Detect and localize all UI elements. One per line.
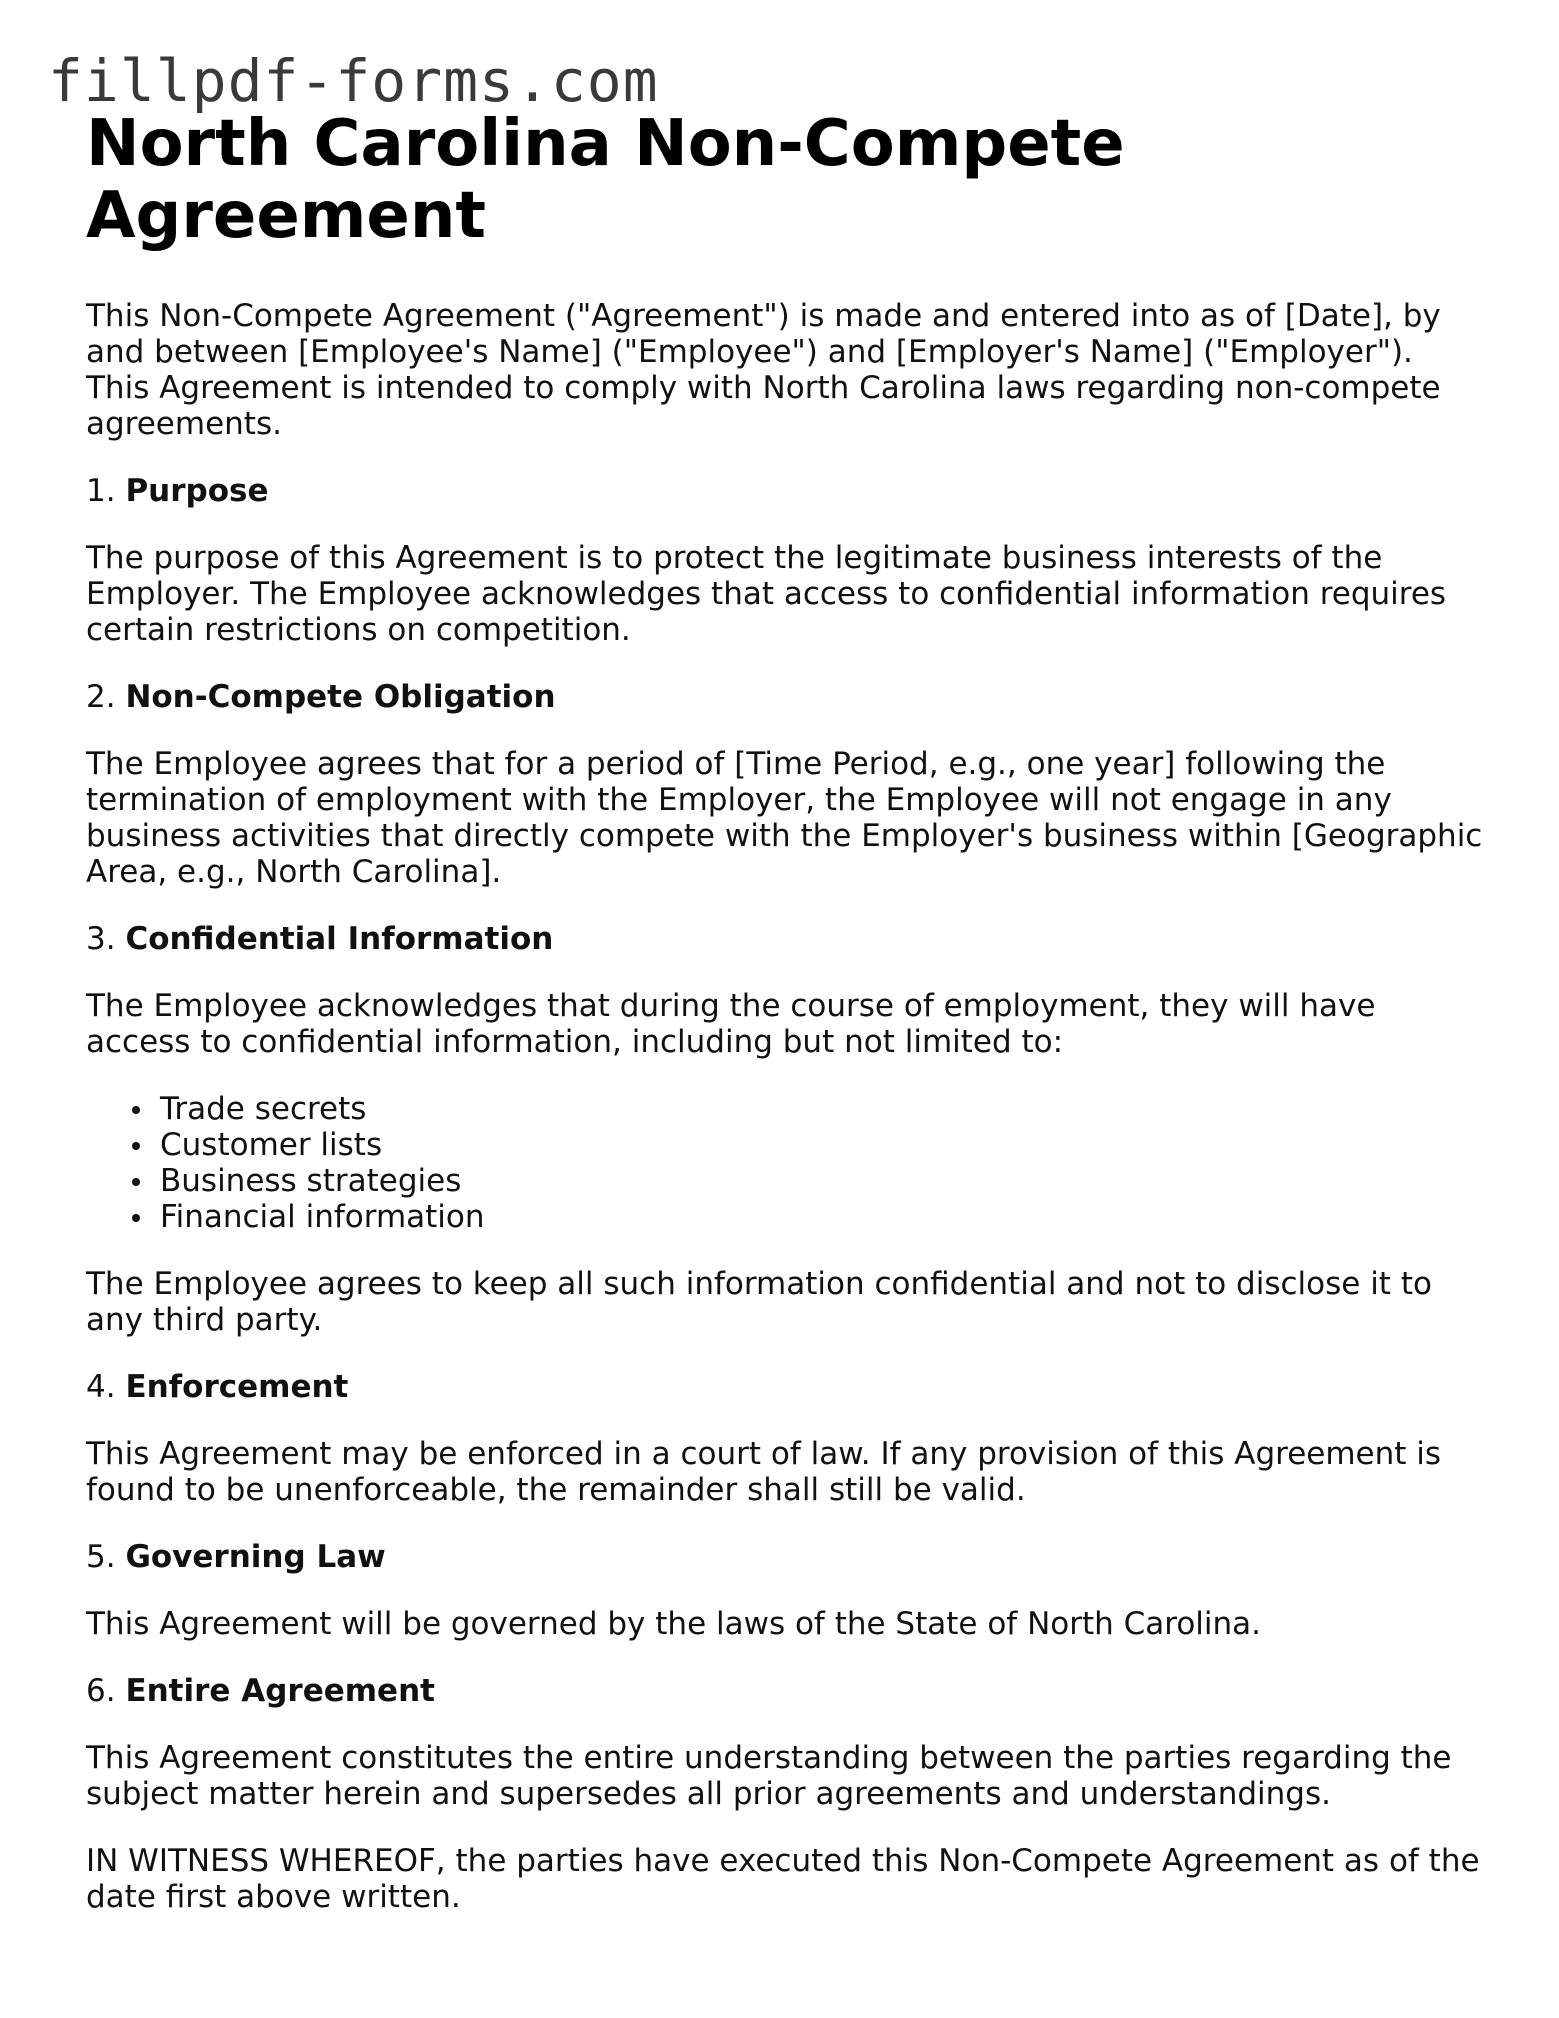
section-title: Enforcement: [125, 1369, 349, 1405]
section-number: 3.: [86, 921, 116, 957]
section-title: Purpose: [125, 473, 269, 509]
section-heading: [86, 1369, 1486, 1405]
watermark: fillpdf-forms.com: [48, 47, 659, 115]
intro-paragraph: This Non-Compete Agreement ("Agreement") is made and entered into as of [Date], by and between [Employee's Name] ("Employee") and [Employer's Name] ("Employer"). This Agreement is intended to comply with North Carolina laws regarding non-compete agreements.: [86, 298, 1441, 442]
section-entire-agreement: [86, 1673, 1486, 1812]
section-heading: [86, 679, 1486, 715]
section-body-continued: The Employee agrees to keep all such information confidential and not to disclose it to any third party.: [86, 1266, 1432, 1338]
list-item: Business strategies: [160, 1163, 1486, 1199]
section-enforcement: [86, 1369, 1486, 1508]
section-heading: [86, 921, 1486, 957]
section-confidential-information: [86, 921, 1486, 1338]
list-item: Trade secrets: [160, 1091, 1486, 1127]
section-body: The purpose of this Agreement is to protect the legitimate business interests of the Employer. The Employee acknowledges that access to confidential information requires certain restrictions on competition.: [86, 540, 1447, 648]
section-number: 6.: [86, 1673, 116, 1709]
section-title: Entire Agreement: [125, 1673, 435, 1709]
section-body: This Agreement may be enforced in a court of law. If any provision of this Agreement is found to be unenforceable, the remainder shall still be valid.: [86, 1436, 1442, 1508]
section-purpose: [86, 473, 1486, 648]
section-title: Confidential Information: [125, 921, 554, 957]
section-body: This Agreement constitutes the entire understanding between the parties regarding the subject matter herein and supersedes all prior agreements and understandings.: [86, 1740, 1452, 1812]
section-governing-law: [86, 1539, 1486, 1642]
section-body: The Employee acknowledges that during the course of employment, they will have access to confidential information, including but not limited to:: [86, 988, 1376, 1060]
section-number: 1.: [86, 473, 116, 509]
document-body: [86, 108, 1486, 1946]
section-number: 4.: [86, 1369, 116, 1405]
section-body: This Agreement will be governed by the laws of the State of North Carolina.: [86, 1606, 1262, 1642]
document-title: North Carolina Non-Compete Agreement: [86, 107, 1125, 253]
section-non-compete-obligation: [86, 679, 1486, 890]
section-heading: [86, 473, 1486, 509]
list-item: Financial information: [160, 1199, 1486, 1235]
list-item: Customer lists: [160, 1127, 1486, 1163]
section-number: 2.: [86, 679, 116, 715]
section-number: 5.: [86, 1539, 116, 1575]
confidential-items-list: [86, 1091, 1486, 1235]
closing-paragraph: IN WITNESS WHEREOF, the parties have executed this Non-Compete Agreement as of the date first above written.: [86, 1843, 1480, 1915]
section-title: Non-Compete Obligation: [125, 679, 556, 715]
section-body: The Employee agrees that for a period of [Time Period, e.g., one year] following the termination of employment with the Employer, the Employee will not engage in any business activities that directly compete with the Employer's business within [Geographic Area, e.g., North Carolina].: [86, 746, 1483, 890]
section-title: Governing Law: [125, 1539, 386, 1575]
section-heading: [86, 1539, 1486, 1575]
section-heading: [86, 1673, 1486, 1709]
